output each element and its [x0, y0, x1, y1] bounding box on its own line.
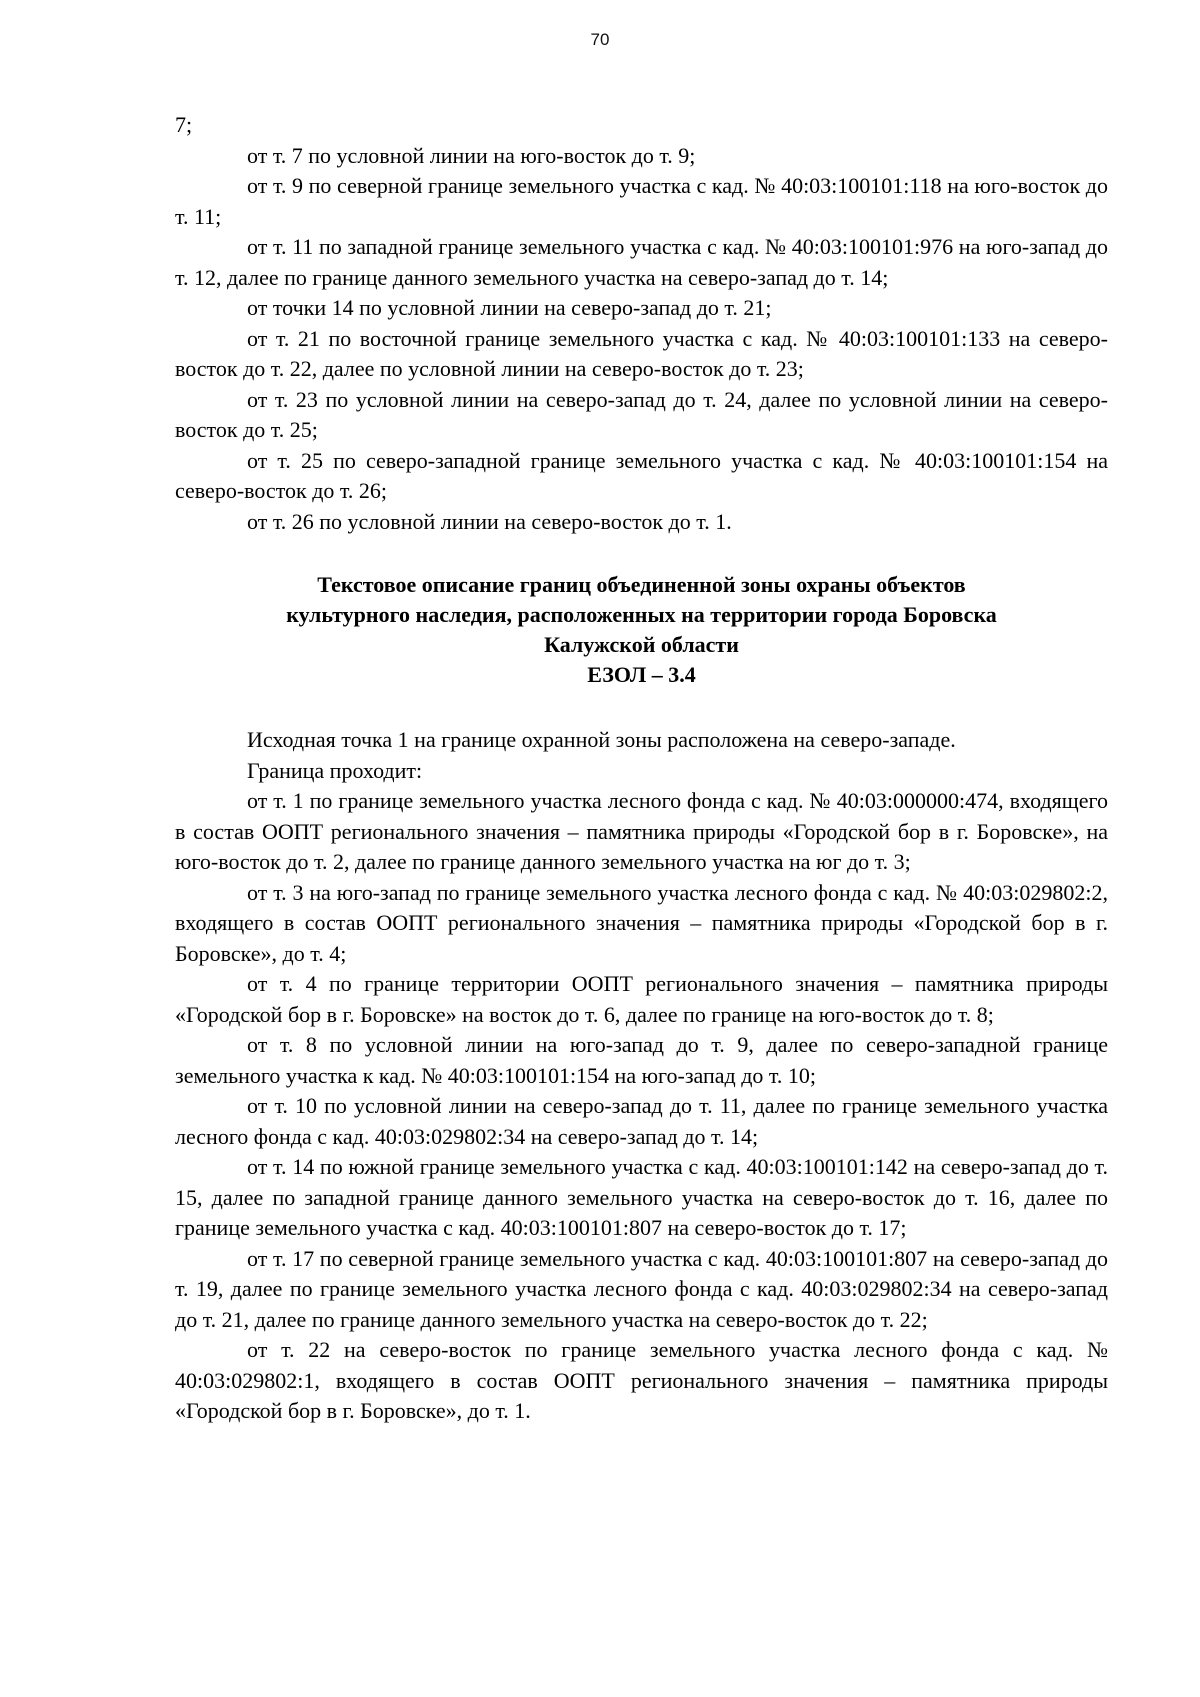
paragraph: от т. 23 по условной линии на северо-запад до т. 24, далее по условной линии на северо-восток до т. 25; — [175, 386, 1108, 442]
paragraph: от т. 7 по условной линии на юго-восток до т. 9; — [247, 142, 696, 168]
page-number: 70 — [590, 30, 610, 49]
section-heading — [175, 570, 1108, 690]
paragraph: от т. 9 по северной границе земельного участка с кад. № 40:03:100101:118 на юго-восток до т. 11; — [175, 173, 1108, 229]
paragraph: от т. 4 по границе территории ООПТ регионального значения – памятника природы «Городской бор в г. Боровске» на восток до т. 6, далее по границе на юго-восток до т. 8; — [175, 971, 1108, 1027]
paragraph: Исходная точка 1 на границе охранной зоны расположена на северо-западе. — [247, 727, 956, 752]
paragraph: 7; — [175, 112, 193, 137]
paragraph: от т. 11 по западной границе земельного участка с кад. № 40:03:100101:976 на юго-запад до т. 12, далее по границе данного земельного участка на северо-запад до т. 14; — [175, 234, 1108, 290]
paragraph: от т. 26 по условной линии на северо-восток до т. 1. — [247, 508, 732, 534]
heading-zone-code: ЕЗОЛ – 3.4 — [587, 662, 696, 687]
paragraph: от т. 22 на северо-восток по границе земельного участка лесного фонда с кад. № 40:03:029802:1, входящего в состав ООПТ регионального значения – памятника природы «Городской бор в г. Боровске», до т. 1. — [175, 1337, 1108, 1423]
paragraph: от т. 17 по северной границе земельного участка с кад. 40:03:100101:807 на северо-запад до т. 19, далее по границе земельного участка лесного фонда с кад. 40:03:029802:34 на северо-запад до т. 21, далее по границе данного земельного участка на северо-восток до т. 22; — [175, 1245, 1108, 1332]
document-body — [175, 110, 1108, 1427]
paragraph: от т. 3 на юго-запад по границе земельного участка лесного фонда с кад. № 40:03:029802:2, входящего в состав ООПТ регионального значения – памятника природы «Городской бор в г. Боровске», до т. 4; — [175, 879, 1108, 966]
heading-line: Калужской области — [544, 632, 739, 657]
heading-line: Текстовое описание границ объединенной зоны охраны объектов — [317, 572, 966, 597]
paragraph: от точки 14 по условной линии на северо-запад до т. 21; — [247, 295, 772, 320]
paragraph: от т. 14 по южной границе земельного участка с кад. 40:03:100101:142 на северо-запад до т. 15, далее по западной границе данного земельного участка на северо-восток до т. 16, далее по границе земельного участка с кад. 40:03:100101:807 на северо-восток до т. 17; — [175, 1154, 1108, 1240]
paragraph: от т. 8 по условной линии на юго-запад до т. 9, далее по северо-западной границе земельного участка к кад. № 40:03:100101:154 на юго-запад до т. 10; — [175, 1032, 1108, 1088]
heading-line: культурного наследия, расположенных на территории города Боровска — [286, 602, 997, 627]
paragraph: от т. 10 по условной линии на северо-запад до т. 11, далее по границе земельного участка лесного фонда с кад. 40:03:029802:34 на северо-запад до т. 14; — [175, 1093, 1108, 1149]
paragraph: от т. 21 по восточной границе земельного участка с кад. № 40:03:100101:133 на северо-восток до т. 22, далее по условной линии на северо-восток до т. 23; — [175, 325, 1108, 381]
paragraph: от т. 1 по границе земельного участка лесного фонда с кад. № 40:03:000000:474, входящего в состав ООПТ регионального значения – памятника природы «Городской бор в г. Боровске», на юго-восток до т. 2, далее по границе данного земельного участка на юг до т. 3; — [175, 788, 1108, 874]
paragraph: Граница проходит: — [247, 757, 423, 783]
paragraph: от т. 25 по северо-западной границе земельного участка с кад. № 40:03:100101:154 на северо-восток до т. 26; — [175, 447, 1108, 503]
